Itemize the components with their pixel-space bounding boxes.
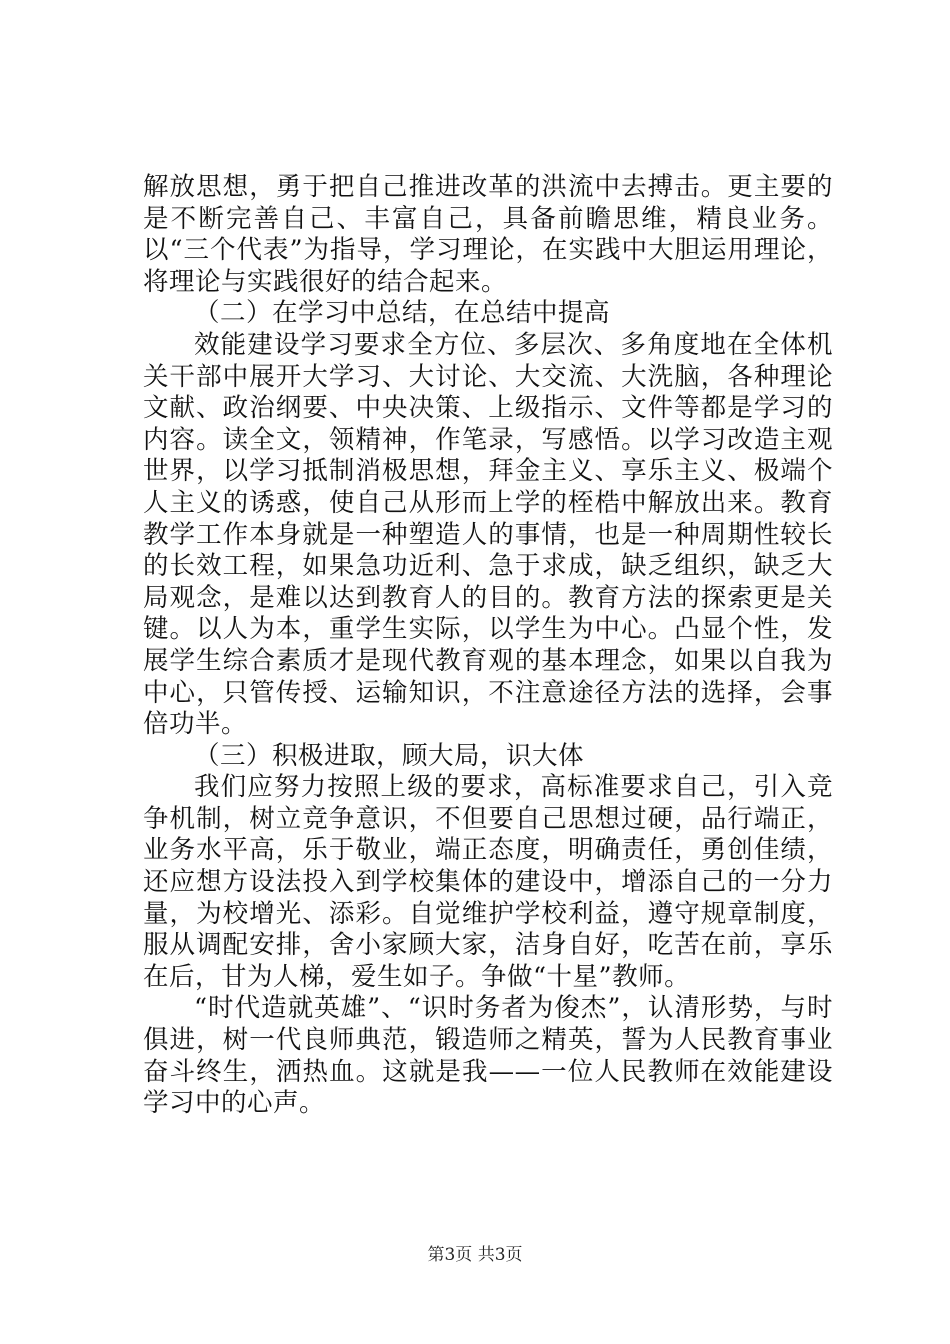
paragraph-conclusion: “时代造就英雄”、“识时务者为俊杰”，认清形势，与时俱进，树一代良师典范，锻造师之精英，誓为人民教育事业奋斗终生，洒热血。这就是我——一位人民教师在效能建设学习中的心声。 — [143, 993, 833, 1119]
section-heading-3: （三）积极进取，顾大局，识大体 — [194, 740, 585, 771]
page-footer: 第3页 共3页 — [427, 1245, 523, 1265]
paragraph-study-summary: 效能建设学习要求全方位、多层次、多角度地在全体机关干部中展开大学习、大讨论、大交流、大洗脑，各种理论文献、政治纲要、中央决策、上级指示、文件等都是学习的内容。读全文，领精神，作笔录，写感悟。以学习改造主观世界，以学习抵制消极思想，拜金主义、享乐主义、极端个人主义的诱惑，使自己从形而上学的桎梏中解放出来。教育教学工作本身就是一种塑造人的事情，也是一种周期性较长的长效工程，如果急功近利、急于求成，缺乏组织，缺乏大局观念，是难以达到教育人的目的。教育方法的探索更是关键。以人为本，重学生实际，以学生为中心。凸显个性，发展学生综合素质才是现代教育观的基本理念，如果以自我为中心，只管传授、运输知识，不注意途径方法的选择，会事倍功半。 — [143, 329, 833, 740]
document-body — [143, 172, 833, 1120]
section-heading-2: （二）在学习中总结，在总结中提高 — [194, 298, 611, 329]
paragraph-progress: 我们应努力按照上级的要求，高标准要求自己，引入竞争机制，树立竞争意识，不但要自己思想过硬，品行端正，业务水平高，乐于敬业，端正态度，明确责任，勇创佳绩，还应想方设法投入到学校集体的建设中，增添自己的一分力量，为校增光、添彩。自觉维护学校利益，遵守规章制度，服从调配安排，舍小家顾大家，洁身自好，吃苦在前，享乐在后，甘为人梯，爱生如子。争做“十星”教师。 — [143, 772, 833, 992]
paragraph-continuation: 解放思想，勇于把自己推进改革的洪流中去搏击。更主要的是不断完善自己、丰富自己，具备前瞻思维，精良业务。以“三个代表”为指导，学习理论，在实践中大胆运用理论，将理论与实践很好的结合起来。 — [143, 172, 833, 297]
